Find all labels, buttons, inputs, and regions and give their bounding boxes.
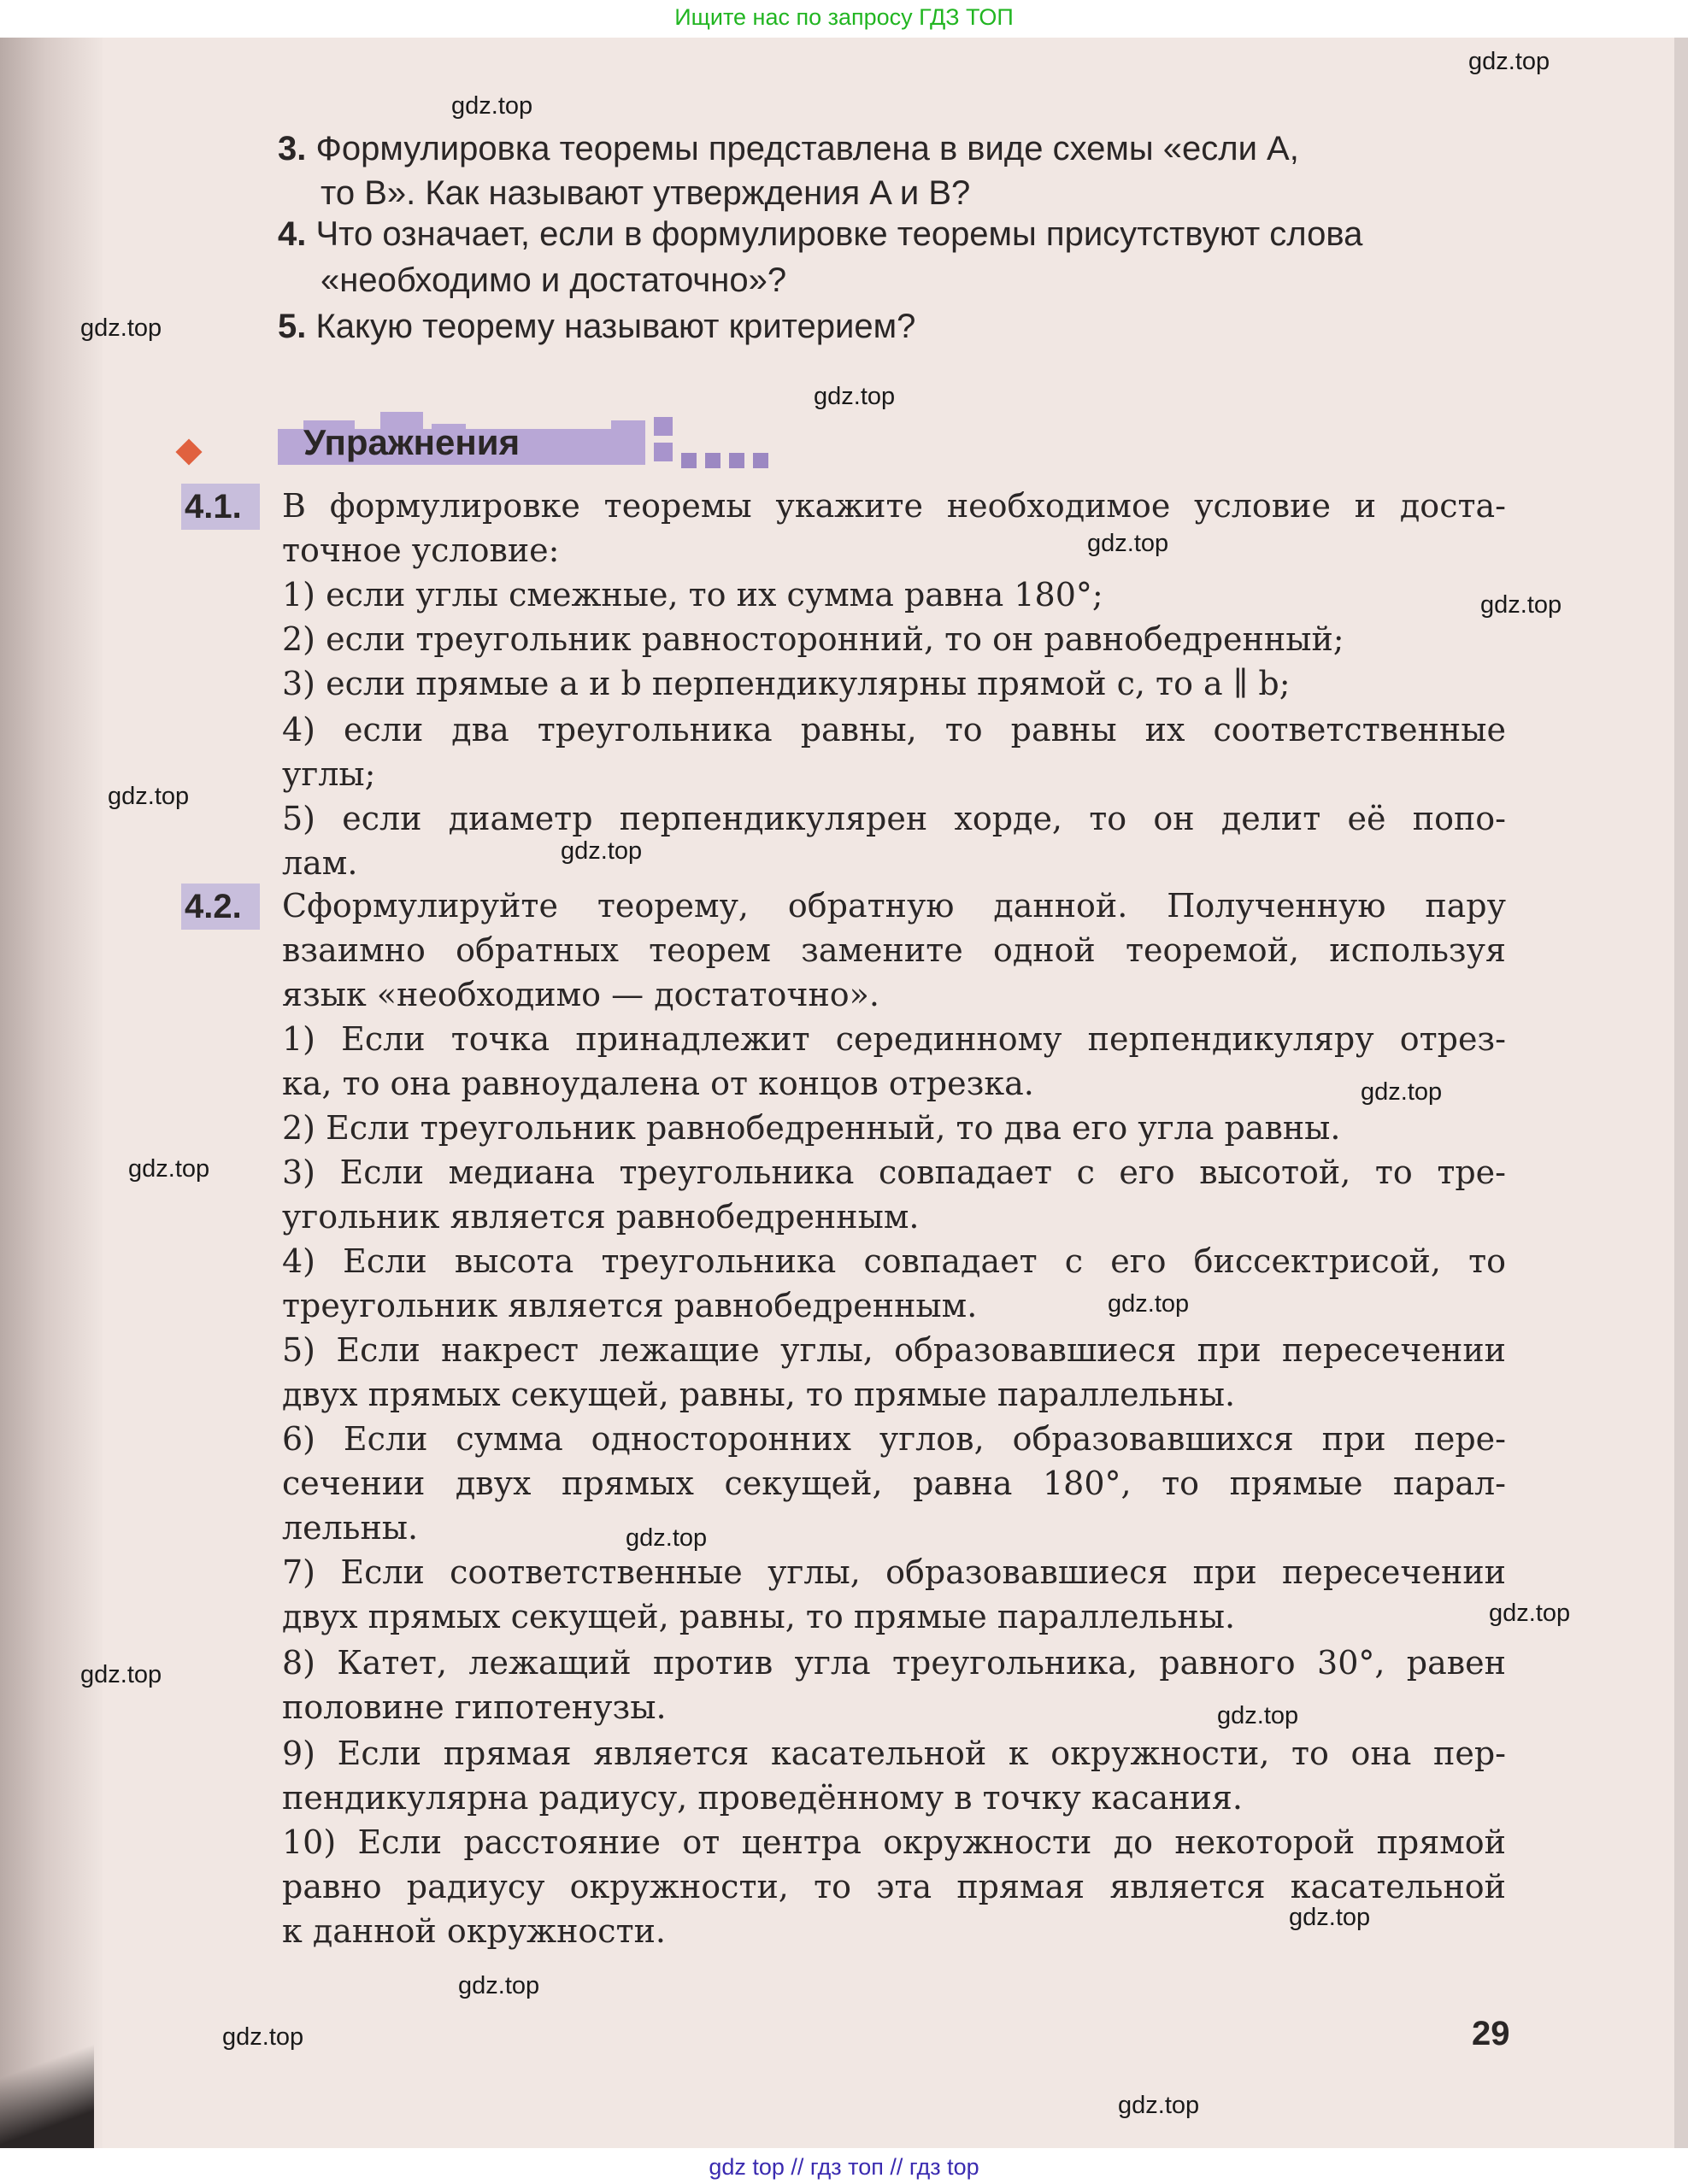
watermark: gdz.top xyxy=(626,1524,708,1552)
exercise-item-line: 9) Если прямая является касательной к окружности, то она пер- xyxy=(282,1735,1506,1772)
exercise-item-line: пендикулярна радиусу, проведённому в точку касания. xyxy=(282,1779,1243,1817)
exercise-text-line: В формулировке теоремы укажите необходимое условие и доста- xyxy=(282,487,1506,525)
watermark: gdz.top xyxy=(108,783,190,810)
exercise-item-line: лам. xyxy=(282,844,358,882)
exercise-item-line: 2) если треугольник равносторонний, то он равнобедренный; xyxy=(282,620,1344,658)
exercise-item-line: 5) Если накрест лежащие углы, образовавшиеся при пересечении xyxy=(282,1331,1506,1369)
watermark: gdz.top xyxy=(80,1661,162,1688)
question-3-line-2 xyxy=(321,171,970,215)
top-banner: Ищите нас по запросу ГДЗ ТОП xyxy=(674,4,1014,30)
exercise-item-line: 8) Катет, лежащий против угла треугольника, равного 30°, равен xyxy=(282,1644,1506,1682)
exercise-item-line: двух прямых секущей, равны, то прямые параллельны. xyxy=(282,1598,1236,1635)
watermark: gdz.top xyxy=(1480,591,1562,619)
question-line: Формулировка теоремы представлена в виде схемы «если A, xyxy=(315,130,1299,167)
watermark: gdz.top xyxy=(1361,1078,1443,1106)
page-corner-shadow xyxy=(0,2034,94,2148)
watermark: gdz.top xyxy=(1289,1904,1371,1931)
watermark: gdz.top xyxy=(451,92,533,120)
question-3 xyxy=(278,126,1299,171)
exercise-item-line: треугольник является равнобедренным. xyxy=(282,1287,978,1324)
watermark: gdz.top xyxy=(128,1155,210,1183)
exercise-item-line: ка, то она равноудалена от концов отрезка. xyxy=(282,1065,1034,1102)
watermark: gdz.top xyxy=(1118,2092,1200,2119)
question-5 xyxy=(278,304,915,349)
watermark: gdz.top xyxy=(561,837,643,865)
question-line: Что означает, если в формулировке теоремы присутствуют слова xyxy=(315,215,1363,253)
diamond-bullet-icon xyxy=(175,438,202,465)
watermark: gdz.top xyxy=(458,1972,540,1999)
watermark: gdz.top xyxy=(222,2023,304,2051)
watermark: gdz.top xyxy=(1468,48,1550,75)
exercise-item-line: равно радиусу окружности, то эта прямая является касательной xyxy=(282,1868,1506,1905)
exercise-item-line: 6) Если сумма односторонних углов, образовавшихся при пере- xyxy=(282,1420,1506,1458)
bottom-banner: gdz top // гдз топ // гдз top xyxy=(709,2154,979,2180)
exercise-item-line: 10) Если расстояние от центра окружности до некоторой прямой xyxy=(282,1823,1506,1861)
question-line: «необходимо и достаточно»? xyxy=(321,261,787,299)
exercise-item-line: углы; xyxy=(282,755,376,793)
exercise-item-line: 3) если прямые a и b перпендикулярны прямой c, то a ∥ b; xyxy=(282,665,1291,702)
exercise-label-4-1: 4.1. xyxy=(181,484,260,530)
exercise-item-line: к данной окружности. xyxy=(282,1912,667,1950)
question-number: 4. xyxy=(278,215,307,253)
question-number: 5. xyxy=(278,308,307,345)
question-4 xyxy=(278,212,1362,256)
question-number: 3. xyxy=(278,130,307,167)
question-line: Какую теорему называют критерием? xyxy=(315,308,916,345)
exercise-item-line: 5) если диаметр перпендикулярен хорде, то он делит её попо- xyxy=(282,800,1506,837)
watermark: gdz.top xyxy=(1087,530,1169,557)
exercise-text-line: язык «необходимо — достаточно». xyxy=(282,976,880,1013)
exercise-item-line: 1) если углы смежные, то их сумма равна 180°; xyxy=(282,576,1103,614)
watermark: gdz.top xyxy=(80,314,162,342)
page-right-edge xyxy=(1674,38,1688,2148)
exercise-text-line: взаимно обратных теорем замените одной теоремой, используя xyxy=(282,931,1506,969)
exercise-text-line: Сформулируйте теорему, обратную данной. Полученную пару xyxy=(282,887,1506,925)
watermark: gdz.top xyxy=(1108,1290,1190,1318)
page-spine-shadow xyxy=(0,38,103,2148)
exercise-item-line: угольник является равнобедренным. xyxy=(282,1198,920,1236)
watermark: gdz.top xyxy=(1217,1702,1299,1729)
exercise-item-line: сечении двух прямых секущей, равна 180°, то прямые парал- xyxy=(282,1465,1506,1502)
exercise-item-line: 2) Если треугольник равнобедренный, то два его угла равны. xyxy=(282,1109,1341,1147)
question-4-line-2 xyxy=(321,258,786,302)
exercise-text-line: точное условие: xyxy=(282,531,560,569)
exercise-item-line: 7) Если соответственные углы, образовавшиеся при пересечении xyxy=(282,1553,1506,1591)
exercise-item-line: 1) Если точка принадлежит серединному перпендикуляру отрез- xyxy=(282,1020,1506,1058)
exercise-item-line: половине гипотенузы. xyxy=(282,1688,667,1726)
watermark: gdz.top xyxy=(1489,1600,1571,1627)
exercise-item-line: 4) если два треугольника равны, то равны их соответственные xyxy=(282,711,1506,749)
watermark: gdz.top xyxy=(814,383,896,410)
exercise-label-4-2: 4.2. xyxy=(181,884,260,930)
exercise-item-line: лельны. xyxy=(282,1509,419,1547)
exercises-heading xyxy=(179,410,735,470)
exercise-item-line: двух прямых секущей, равны, то прямые параллельны. xyxy=(282,1376,1236,1413)
exercise-item-line: 3) Если медиана треугольника совпадает с его высотой, то тре- xyxy=(282,1154,1506,1191)
question-line: то B». Как называют утверждения A и B? xyxy=(321,174,971,212)
section-title: Упражнения xyxy=(303,422,521,462)
page-number: 29 xyxy=(1472,2015,1510,2052)
exercise-item-line: 4) Если высота треугольника совпадает с его биссектрисой, то xyxy=(282,1242,1506,1280)
